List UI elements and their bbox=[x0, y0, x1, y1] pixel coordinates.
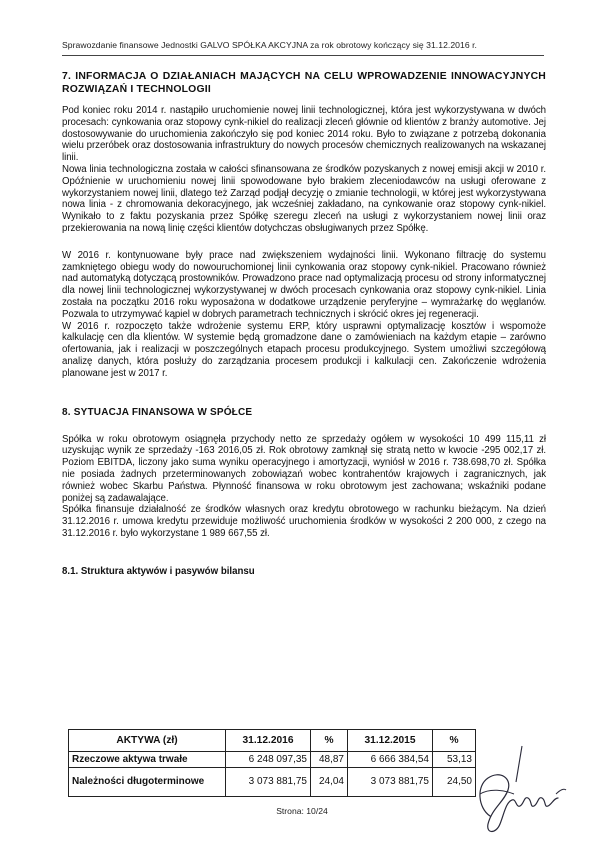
handwritten-signature bbox=[460, 738, 570, 838]
value-2015: 6 666 384,54 bbox=[348, 752, 433, 768]
row-label: Należności długoterminowe bbox=[69, 768, 226, 797]
section-7-paragraph: W 2016 r. kontynuowane były prace nad zwiększeniem wydajności linii. Wykonano filtrację do systemu zamkniętego obiegu wody do nowouruchomionej linii cynkowania oraz stopowy cynk-nikiel. Pracowano również nad automatyką dotyczącą prostowników. Prowadzono prace nad optymalizacją procesu od strony informatycznej dla nowej linii technologicznej wykorzystywanej w dwóch procesach cynkowania oraz stopowy cynk-nikiel. Linia została na początku 2016 roku wyposażona w dodatkowe urządzenie peryferyjne – wymrażarkę do węglanów. Pozwala to utrzymywać kąpiel w dobrych parametrach technicznych i skrócić okres jej regeneracji. bbox=[62, 249, 546, 320]
row-label: Rzeczowe aktywa trwałe bbox=[69, 752, 226, 768]
column-header: % bbox=[311, 730, 348, 752]
assets-table bbox=[68, 729, 476, 797]
value-2016: 6 248 097,35 bbox=[226, 752, 311, 768]
section-8-paragraph: Spółka w roku obrotowym osiągnęła przychody netto ze sprzedaży ogółem w wysokości 10 499 115,11 zł uzyskując wynik ze sprzedaży -163 2016,05 zł. Rok obrotowy zamknął się stratą netto w kwocie -295 002,17 zł. Poziom EBITDA, liczony jako suma wyniku operacyjnego i amortyzacji, wyniósł w 2016 r. 738.698,70 zł. Spółka nie posiada żadnych przeterminowanych zobowiązań wobec kontrahentów krajowych i zagranicznych, jak również wobec Skarbu Państwa. Płynność finansowa w roku obrotowym jest zachowana; wskaźniki podane poniżej są zadawalające. bbox=[62, 433, 546, 504]
section-8-paragraph: Spółka finansuje działalność ze środków własnych oraz kredytu obrotowego w rachunku bieżącym. Na dzień 31.12.2016 r. umowa kredytu przewiduje możliwość uruchomienia środków w wysokości 2 200 000, z czego na 31.12.2016 r. było wykorzystane 1 989 667,55 zł. bbox=[62, 504, 546, 539]
table-header-row bbox=[69, 730, 476, 752]
percent-2016: 48,87 bbox=[311, 752, 348, 768]
percent-2015: 24,50 bbox=[433, 768, 476, 797]
section-7-paragraph: Pod koniec roku 2014 r. nastąpiło uruchomienie nowej linii technologicznej, która jest wykorzystywana w dwóch procesach: cynkowania oraz stopowy cynk-nikiel do realizacji zleceń głównie od klientów z branży automotive. Jej dostosowywanie do uruchomienia zakończyło się pod koniec 2014 roku. Było to związane z potrzebą dokonania wielu przeróbek oraz dostosowania infrastruktury do nowych procesów chemicznych realizowanych na wskazanej linii. bbox=[62, 105, 546, 164]
value-2016: 3 073 881,75 bbox=[226, 768, 311, 797]
column-header: 31.12.2016 bbox=[226, 730, 311, 752]
running-header: Sprawozdanie finansowe Jednostki GALVO SPÓŁKA AKCYJNA za rok obrotowy kończący się 31.12.2016 r. bbox=[62, 40, 477, 50]
section-7-heading: 7. INFORMACJA O DZIAŁANIACH MAJĄCYCH NA CELU WPROWADZENIE INNOWACYJNYCH ROZWIĄZAŃ I TECHNOLOGII bbox=[62, 71, 546, 95]
column-header: AKTYWA (zł) bbox=[69, 730, 226, 752]
percent-2016: 24,04 bbox=[311, 768, 348, 797]
section-7-paragraph: W 2016 r. rozpoczęto także wdrożenie systemu ERP, który usprawni optymalizację kosztów i wspomoże kalkulację cen dla klientów. W systemie będą gromadzone dane o zamówieniach na każdym etapie – zarówno ofertowania, jak i realizacji w poszczególnych etapach procesu produkcyjnego. System umożliwi szczegółową analizę danych, która posłuży do zarządzania procesem produkcji i kalkulacji cen. Zakończenie wdrożenia planowane jest w 2017 r. bbox=[62, 320, 546, 379]
header-rule bbox=[62, 55, 544, 56]
table-row bbox=[69, 768, 476, 797]
column-header: % bbox=[433, 730, 476, 752]
column-header: 31.12.2015 bbox=[348, 730, 433, 752]
section-8-heading: 8. SYTUACJA FINANSOWA W SPÓŁCE bbox=[62, 406, 253, 418]
table-row bbox=[69, 752, 476, 768]
percent-2015: 53,13 bbox=[433, 752, 476, 768]
subsection-8-1-heading: 8.1. Struktura aktywów i pasywów bilansu bbox=[62, 565, 255, 577]
page-number: Strona: 10/24 bbox=[276, 806, 328, 816]
section-7-paragraph: Nowa linia technologiczna została w całości sfinansowana ze środków pozyskanych z nowej emisji akcji w 2010 r. Opóźnienie w uruchomieniu nowej linii spowodowane było brakiem zleceniodawców na usługi oferowane z wykorzystaniem nowej linii, dlatego też Zarząd podjął decyzję o zmianie technologii, w której jest wykorzystywana nowa linia - z chromowania dekoracyjnego, jak wcześniej zakładano, na cynkowanie oraz stopowy cynk-nikiel. Wynikało to z faktu pozyskania przez Spółkę szeregu zleceń na usługi z wykorzystaniem nowej linii oraz przekierowania na nową linię części klientów dotychczas obsługiwanych przez Spółkę. bbox=[62, 163, 546, 234]
page-content bbox=[62, 70, 546, 578]
value-2015: 3 073 881,75 bbox=[348, 768, 433, 797]
